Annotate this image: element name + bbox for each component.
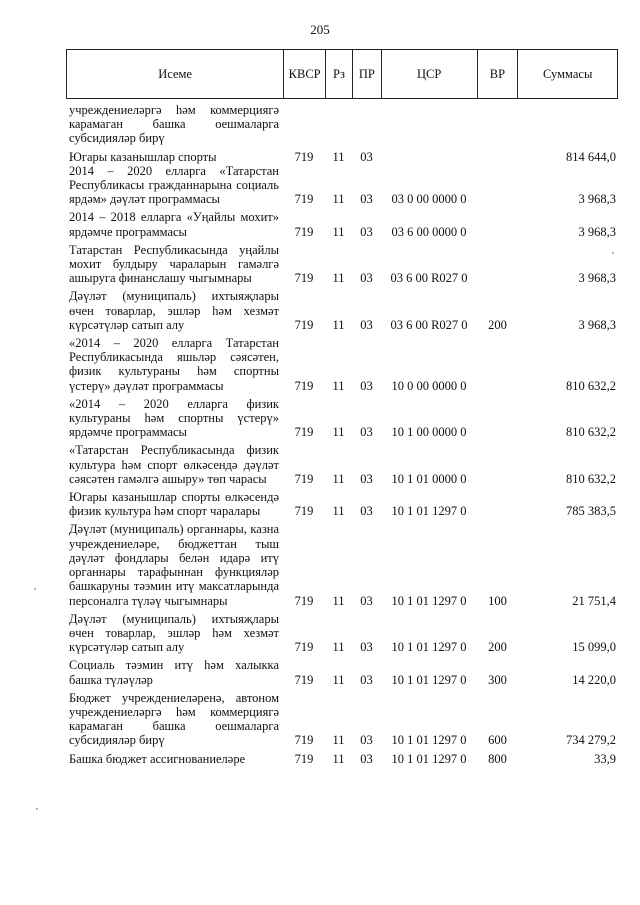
table-body: [66, 103, 618, 766]
cell-name: «2014 – 2020 елларга Татарстан Республикасында яшьләр сәясәтен, физик культураны һәм спортны үстерү» дәүләт программасы: [69, 336, 279, 393]
cell-rz: 11: [332, 317, 345, 332]
cell-kvsr: 719: [294, 224, 314, 239]
cell-kvsr: 719: [294, 378, 314, 393]
cell-pr: 03: [360, 271, 373, 286]
cell-vr: 300: [488, 672, 507, 687]
cell-sum: 810 632,2: [566, 378, 616, 393]
cell-rz: 11: [332, 672, 345, 687]
cell-vr: 200: [488, 317, 507, 332]
cell-rz: 11: [332, 378, 345, 393]
cell-name: Социаль тәэмин итү һәм халыкка башка түләүләр: [69, 658, 279, 687]
cell-sum: 3 968,3: [578, 192, 616, 207]
scan-speck: [34, 588, 36, 590]
cell-name: Югары казанышлар спорты: [69, 149, 217, 164]
table-row: [66, 691, 618, 748]
cell-sum: 15 099,0: [572, 640, 616, 655]
header-rz: Рз: [325, 50, 352, 98]
header-name: Исеме: [158, 66, 192, 81]
cell-kvsr: 719: [294, 425, 314, 440]
header-pr: ПР: [352, 50, 381, 98]
cell-csr: 10 1 01 0000 0: [391, 471, 467, 486]
table-row: [66, 336, 618, 393]
cell-sum: 734 279,2: [566, 733, 616, 748]
cell-kvsr: 719: [294, 593, 314, 608]
cell-csr: 03 0 00 0000 0: [391, 192, 467, 207]
scan-speck: [612, 252, 614, 254]
cell-csr: 10 0 00 0000 0: [391, 378, 467, 393]
cell-csr: 10 1 00 0000 0: [391, 425, 467, 440]
cell-pr: 03: [360, 733, 373, 748]
header-vr: ВР: [477, 50, 518, 98]
header-kvsr: КВСР: [283, 50, 325, 98]
cell-rz: 11: [332, 224, 345, 239]
cell-name: Дәүләт (муниципаль) ихтыяҗлары өчен товарлар, эшләр һәм хезмәт күрсәтүләр сатып алу: [69, 611, 279, 655]
table-row: [66, 210, 618, 238]
cell-name: Татарстан Республикасында уңайлы мохит булдыру чараларын гамәлгә ашыруга финанслашу чыгымнары: [69, 242, 279, 286]
cell-csr: 10 1 01 1297 0: [391, 640, 467, 655]
cell-kvsr: 719: [294, 751, 314, 766]
cell-rz: 11: [332, 271, 345, 286]
cell-pr: 03: [360, 224, 373, 239]
cell-sum: 3 968,3: [578, 224, 616, 239]
cell-kvsr: 719: [294, 149, 314, 164]
cell-pr: 03: [360, 425, 373, 440]
cell-csr: 10 1 01 1297 0: [391, 733, 467, 748]
cell-vr: 800: [488, 751, 507, 766]
cell-name: учреждениеләргә һәм коммерциягә карамаган башка оешмаларга субсидияләр бирү: [69, 103, 279, 146]
cell-kvsr: 719: [294, 640, 314, 655]
cell-name: Бюджет учреждениеләренә, автоном учреждениеләргә һәм коммерциягә карамаган башка оешмаларга субсидияләр бирү: [69, 690, 279, 748]
cell-name: «Татарстан Республикасында физик культура һәм спорт өлкәсендә дәүләт сәясәтен гамәлгә ашыру» төп чарасы: [69, 443, 279, 486]
table-row: [66, 658, 618, 686]
table-row: [66, 490, 618, 518]
cell-sum: 21 751,4: [572, 593, 616, 608]
cell-kvsr: 719: [294, 471, 314, 486]
table-row: [66, 150, 618, 164]
cell-kvsr: 719: [294, 504, 314, 519]
table-row: [66, 752, 618, 766]
cell-csr: 10 1 01 1297 0: [391, 504, 467, 519]
cell-name: Башка бюджет ассигнованиеләре: [69, 751, 246, 766]
cell-vr: 600: [488, 733, 507, 748]
scan-speck: [36, 808, 38, 810]
cell-name: Югары казанышлар спорты өлкәсендә физик культура һәм спорт чаралары: [69, 490, 279, 519]
table-row: [66, 443, 618, 486]
page-number: 205: [310, 22, 330, 37]
cell-rz: 11: [332, 733, 345, 748]
cell-name: Дәүләт (муниципаль) ихтыяҗлары өчен товарлар, эшләр һәм хезмәт күрсәтүләр сатып алу: [69, 289, 279, 332]
cell-pr: 03: [360, 149, 373, 164]
cell-rz: 11: [332, 504, 345, 519]
table-row: [66, 397, 618, 440]
table-row: [66, 243, 618, 286]
cell-vr: 200: [488, 640, 507, 655]
cell-pr: 03: [360, 672, 373, 687]
cell-kvsr: 719: [294, 733, 314, 748]
cell-sum: 810 632,2: [566, 425, 616, 440]
cell-kvsr: 719: [294, 672, 314, 687]
cell-pr: 03: [360, 751, 373, 766]
cell-pr: 03: [360, 378, 373, 393]
header-sum: Суммасы: [517, 50, 617, 98]
cell-vr: 100: [488, 593, 507, 608]
cell-rz: 11: [332, 751, 345, 766]
cell-pr: 03: [360, 317, 373, 332]
cell-sum: 3 968,3: [578, 317, 616, 332]
cell-csr: 10 1 01 1297 0: [391, 751, 467, 766]
header-csr: ЦСР: [381, 50, 477, 98]
cell-rz: 11: [332, 192, 345, 207]
cell-rz: 11: [332, 425, 345, 440]
cell-sum: 33,9: [594, 751, 616, 766]
cell-sum: 814 644,0: [566, 149, 616, 164]
cell-sum: 14 220,0: [572, 672, 616, 687]
cell-name: 2014 – 2018 елларга «Уңайлы мохит» ярдәмче программасы: [69, 210, 279, 239]
table-row: [66, 289, 618, 332]
cell-rz: 11: [332, 149, 345, 164]
table-row: [66, 103, 618, 146]
cell-pr: 03: [360, 504, 373, 519]
table-row: [66, 164, 618, 207]
cell-rz: 11: [332, 640, 345, 655]
cell-sum: 785 383,5: [566, 504, 616, 519]
cell-csr: 10 1 01 1297 0: [391, 672, 467, 687]
cell-sum: 3 968,3: [578, 271, 616, 286]
cell-rz: 11: [332, 471, 345, 486]
cell-pr: 03: [360, 593, 373, 608]
cell-name: 2014 – 2020 елларга «Татарстан Республикасы гражданнарына социаль ярдәм» дәүләт программасы: [69, 163, 279, 207]
cell-name: «2014 – 2020 елларга физик культураны һәм спортны үстерү» ярдәмче программасы: [69, 396, 279, 440]
cell-name: Дәүләт (муниципаль) органнары, казна учреждениеләре, бюджеттан тыш дәүләт фондлары белән идарә итү органнары тарафыннан функцияләр башкаруны тәэмин итү максатларында персоналга түләү чыгымнары: [69, 522, 279, 608]
cell-csr: 03 6 00 0000 0: [391, 224, 467, 239]
cell-csr: 10 1 01 1297 0: [391, 593, 467, 608]
cell-sum: 810 632,2: [566, 471, 616, 486]
cell-kvsr: 719: [294, 192, 314, 207]
cell-rz: 11: [332, 593, 345, 608]
cell-csr: 03 6 00 R027 0: [390, 271, 468, 286]
cell-csr: 03 6 00 R027 0: [390, 317, 468, 332]
cell-kvsr: 719: [294, 317, 314, 332]
cell-pr: 03: [360, 192, 373, 207]
table-header: [66, 49, 618, 99]
cell-pr: 03: [360, 471, 373, 486]
table-row: [66, 522, 618, 607]
cell-kvsr: 719: [294, 271, 314, 286]
table-row: [66, 612, 618, 655]
budget-table: [66, 49, 618, 766]
cell-pr: 03: [360, 640, 373, 655]
